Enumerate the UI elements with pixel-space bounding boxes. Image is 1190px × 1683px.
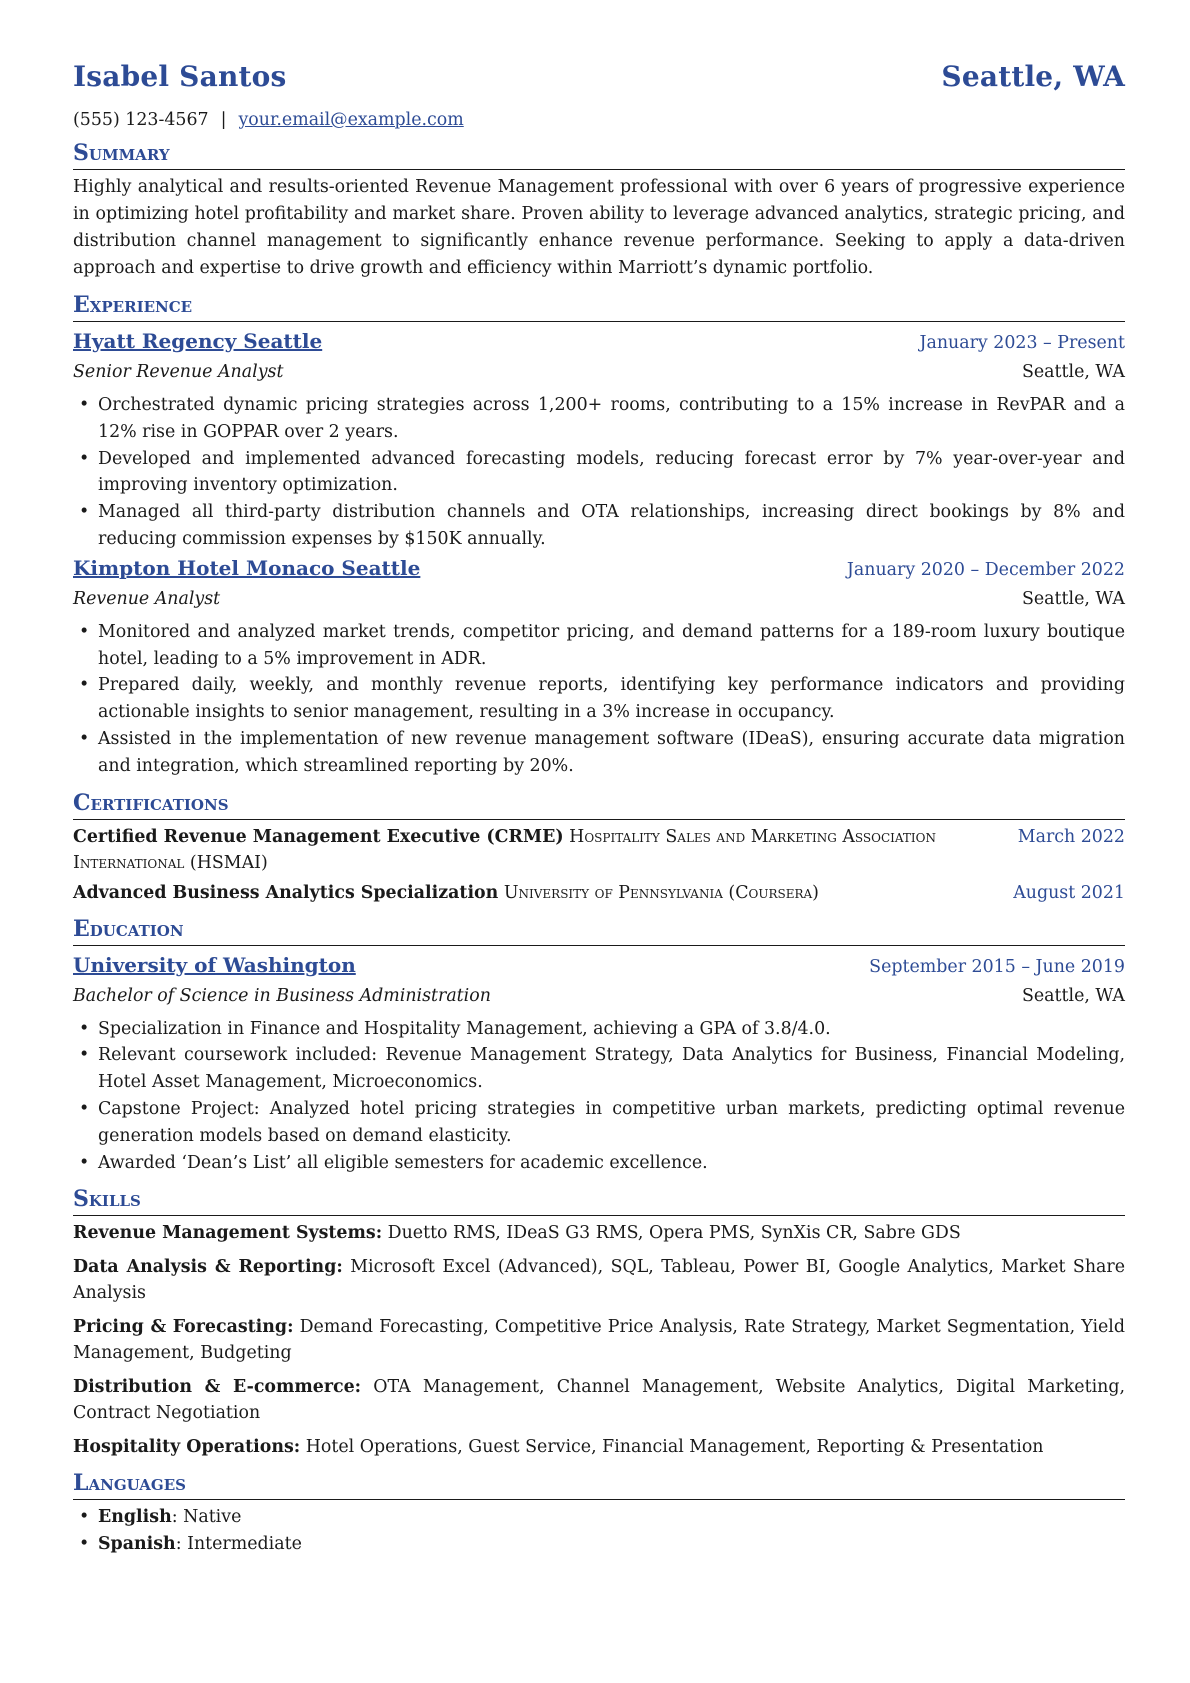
list-item: • Specialization in Finance and Hospitality Management, achieving a GPA of 3.8/4.0. [73,1016,1125,1043]
certification-name: Advanced Business Analytics Specialization [73,882,499,903]
bullet-icon: • [79,1152,90,1173]
skill-item [73,1220,1125,1246]
list-item: • Capstone Project: Analyzed hotel pricing strategies in competitive urban markets, predicting optimal revenue generation models based on demand elasticity. [73,1096,1125,1150]
contact-separator: | [220,110,227,130]
language-name: English [98,1507,172,1528]
section-title-education: Education [73,914,1125,946]
section-title-skills: Skills [73,1184,1125,1216]
list-item: • Monitored and analyzed market trends, competitor pricing, and demand patterns for a 189-room luxury boutique hotel, leading to a 5% improvement in ADR. [73,619,1125,673]
list-item: • Prepared daily, weekly, and monthly revenue reports, identifying key performance indicators and providing actionable insights to senior management, resulting in a 3% increase in occupancy. [73,672,1125,726]
list-item [73,1531,1125,1558]
bullet-icon: • [79,1018,90,1039]
skill-item [73,1434,1125,1460]
bullet-icon: • [79,621,90,642]
skill-label: Data Analysis & Reporting: [73,1257,343,1278]
email-link[interactable]: your.email@example.com [238,110,464,130]
bullet-icon: • [79,728,90,749]
section-title-summary: Summary [73,138,1125,170]
job-bullets [73,619,1125,780]
certification-item [73,824,1125,876]
education-dates: September 2015 – June 2019 [869,956,1125,977]
job-role: Senior Revenue Analyst [73,362,284,382]
resume-header [73,60,1125,104]
bullet-icon: • [79,1045,90,1066]
bullet-icon: • [79,1098,90,1119]
certification-item [73,880,1125,906]
list-item: • Awarded ‘Dean’s List’ all eligible semesters for academic excellence. [73,1150,1125,1177]
job-dates: January 2023 – Present [919,333,1125,353]
skill-label: Revenue Management Systems: [73,1223,383,1244]
skill-label: Hospitality Operations: [73,1437,301,1458]
bullet-icon: • [79,675,90,696]
section-title-experience: Experience [73,290,1125,322]
skill-item [73,1254,1125,1306]
job-org-link[interactable]: Kimpton Hotel Monaco Seattle [73,555,421,580]
skill-label: Pricing & Forecasting: [73,1317,294,1338]
skill-value: Demand Forecasting, Competitive Price Analysis, Rate Strategy, Market Segmentation, Yield Management, Budgeting [73,1317,1126,1364]
job-location: Seattle, WA [1021,362,1125,382]
skill-value: OTA Management, Channel Management, Website Analytics, Digital Marketing, Contract Negotiation [73,1377,1125,1424]
section-title-languages: Languages [73,1468,1125,1500]
school-link[interactable]: University of Washington [73,952,356,977]
skill-label: Distribution & E-commerce: [73,1377,362,1398]
language-level: : Intermediate [175,1534,302,1555]
bullet-icon: • [79,1507,90,1528]
contact-line [73,110,1125,130]
job-entry [73,553,1125,780]
list-item: • Developed and implemented advanced forecasting models, reducing forecast error by 7% year-over-year and improving inventory optimization. [73,446,1125,500]
language-name: Spanish [98,1534,176,1555]
certification-date: March 2022 [1017,826,1125,847]
certification-name: Certified Revenue Management Executive (CRME) [73,826,564,847]
job-role: Revenue Analyst [73,588,221,609]
job-bullets [73,392,1125,553]
phone-number: (555) 123-4567 [73,110,209,130]
certification-date: August 2021 [1013,882,1125,903]
skill-value: Microsoft Excel (Advanced), SQL, Tableau, Power BI, Google Analytics, Market Share Analysis [73,1257,1126,1304]
summary-text: Highly analytical and results-oriented Revenue Management professional with over 6 years of progressive experience in optimizing hotel profitability and market share. Proven ability to leverage advanced analytics, strategic pricing, and distribution channel management to significantly enhance revenue performance. Seeking to apply a data-driven approach and expertise to drive growth and efficiency within Marriott’s dynamic portfolio. [73,177,1125,278]
candidate-location: Seattle, WA [941,60,1125,93]
list-item: • Assisted in the implementation of new revenue management software (IDeaS), ensuring accurate data migration and integration, which streamlined reporting by 20%. [73,726,1125,780]
candidate-name: Isabel Santos [73,60,287,93]
certification-org: Hospitality Sales and Marketing Association International (HSMAI) [73,826,936,873]
bullet-icon: • [79,448,90,469]
skill-value: Hotel Operations, Guest Service, Financial Management, Reporting & Presentation [305,1437,1044,1458]
education-bullets [73,1016,1125,1177]
job-entry [73,326,1125,553]
list-item [73,1504,1125,1531]
education-location: Seattle, WA [1021,985,1125,1006]
language-level: : Native [171,1507,242,1528]
languages-list [73,1504,1125,1558]
bullet-icon: • [79,1534,90,1555]
resume-page [73,60,1125,1558]
job-dates: January 2020 – December 2022 [846,559,1125,580]
bullet-icon: • [79,502,90,523]
degree: Bachelor of Science in Business Administration [73,985,491,1006]
job-org-link[interactable]: Hyatt Regency Seattle [73,329,323,353]
list-item: • Managed all third-party distribution channels and OTA relationships, increasing direct bookings by 8% and reducing commission expenses by $150K annually. [73,499,1125,553]
certification-org: University of Pennsylvania (Coursera) [503,882,819,903]
list-item: • Relevant coursework included: Revenue Management Strategy, Data Analytics for Business, Financial Modeling, Hotel Asset Management, Microeconomics. [73,1042,1125,1096]
bullet-icon: • [79,395,90,415]
skill-value: Duetto RMS, IDeaS G3 RMS, Opera PMS, SynXis CR, Sabre GDS [387,1223,961,1244]
skill-item [73,1374,1125,1426]
section-title-certifications: Certifications [73,788,1125,820]
job-location: Seattle, WA [1021,588,1125,609]
list-item: • Orchestrated dynamic pricing strategies across 1,200+ rooms, contributing to a 15% increase in RevPAR and a 12% rise in GOPPAR over 2 years. [73,392,1125,446]
skill-item [73,1314,1125,1366]
